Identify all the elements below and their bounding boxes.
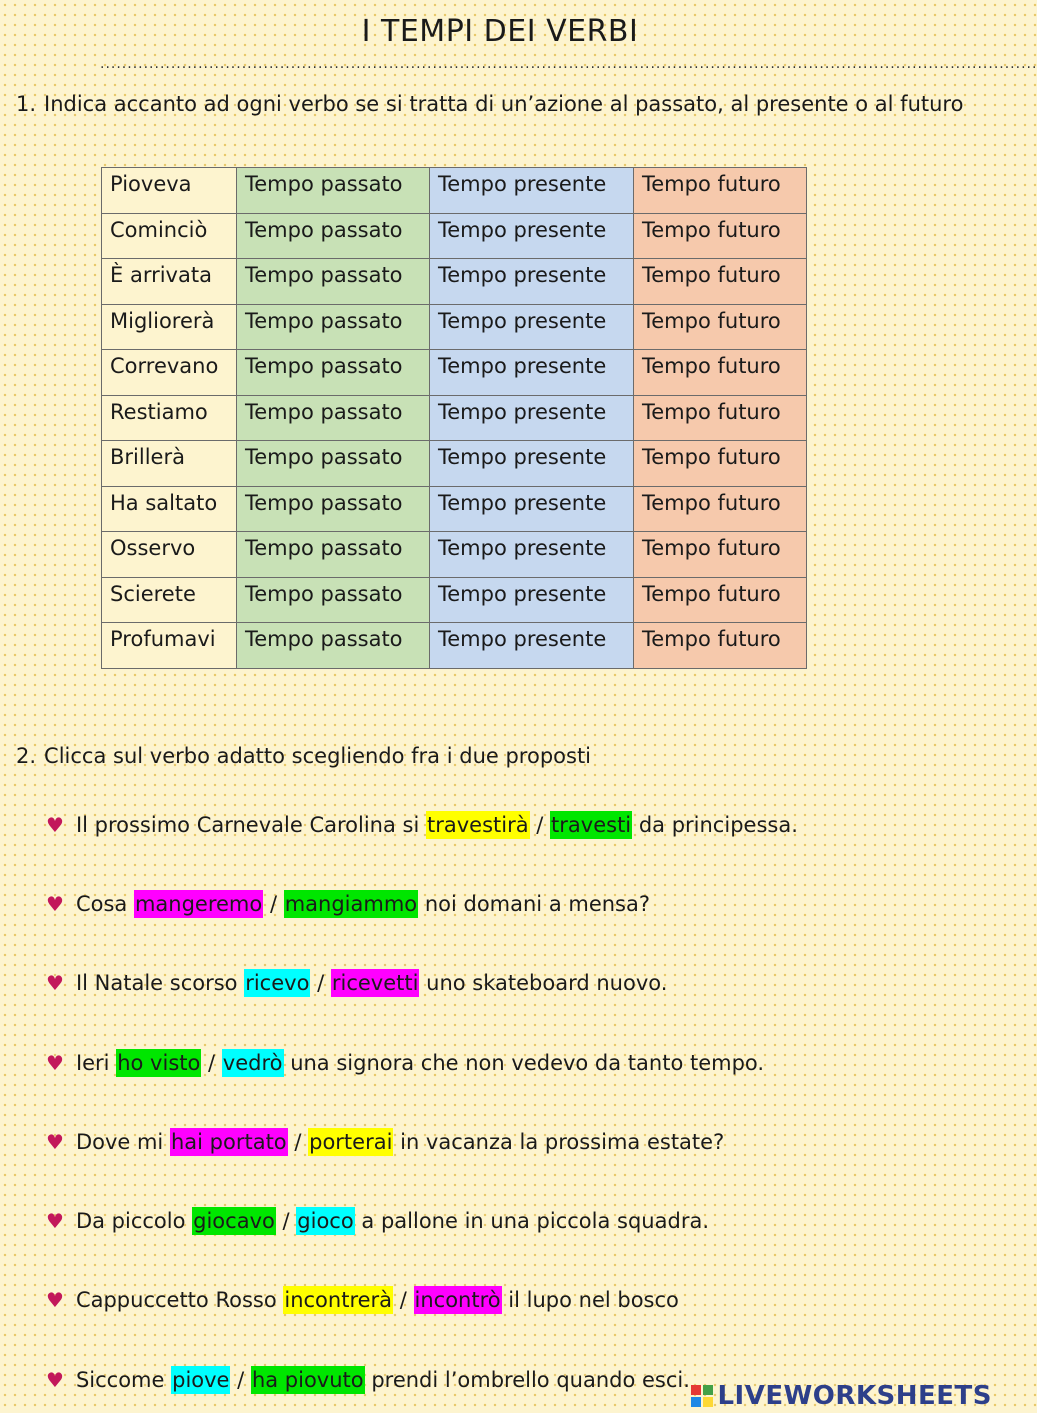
verb-cell: Cominciò (102, 213, 237, 259)
sentence-text-before: Da piccolo (75, 1209, 186, 1233)
heart-icon: ♥ (46, 1209, 64, 1233)
table-row (102, 441, 807, 487)
verb-choice-2[interactable]: mangiammo (284, 892, 418, 916)
option-past[interactable]: Tempo passato (237, 304, 430, 350)
sentence-text-after: da principessa. (638, 813, 798, 837)
choice-separator: / (294, 1130, 302, 1154)
question-1-text: Indica accanto ad ogni verbo se si tratta di un’azione al passato, al presente o al futuro (44, 92, 964, 116)
question-1-number: 1. (16, 92, 37, 116)
heart-icon: ♥ (46, 1368, 64, 1392)
sentence-text-after: noi domani a mensa? (424, 892, 651, 916)
verb-choice-2[interactable]: gioco (297, 1209, 354, 1233)
option-future[interactable]: Tempo futuro (634, 213, 807, 259)
choice-separator: / (399, 1288, 407, 1312)
watermark-text: LIVEWORKSHEETS (717, 1381, 992, 1411)
question-2-number: 2. (16, 744, 37, 768)
verb-cell: Correvano (102, 350, 237, 396)
sentence-item (46, 1125, 724, 1159)
verb-choice-1[interactable]: mangeremo (134, 892, 263, 916)
verb-choice-1[interactable]: giocavo (193, 1209, 275, 1233)
option-present[interactable]: Tempo presente (430, 577, 634, 623)
sentence-text-after: a pallone in una piccola squadra. (361, 1209, 709, 1233)
table-row (102, 486, 807, 532)
option-future[interactable]: Tempo futuro (634, 168, 807, 214)
option-future[interactable]: Tempo futuro (634, 395, 807, 441)
choice-separator: / (282, 1209, 290, 1233)
option-present[interactable]: Tempo presente (430, 168, 634, 214)
sentence-item (46, 1283, 679, 1317)
sentence-text-after: una signora che non vedevo da tanto tempo. (290, 1051, 765, 1075)
option-future[interactable]: Tempo futuro (634, 259, 807, 305)
option-past[interactable]: Tempo passato (237, 259, 430, 305)
verb-choice-2[interactable]: ha piovuto (251, 1368, 364, 1392)
option-past[interactable]: Tempo passato (237, 213, 430, 259)
sentence-text-before: Cappuccetto Rosso (75, 1288, 277, 1312)
option-present[interactable]: Tempo presente (430, 395, 634, 441)
heart-icon: ♥ (46, 813, 64, 837)
choice-separator: / (208, 1051, 216, 1075)
verb-cell: Migliorerà (102, 304, 237, 350)
sentence-item (46, 808, 798, 842)
option-past[interactable]: Tempo passato (237, 441, 430, 487)
heart-icon: ♥ (46, 892, 64, 916)
option-present[interactable]: Tempo presente (430, 441, 634, 487)
verb-choice-2[interactable]: travesti (551, 813, 632, 837)
question-2 (16, 740, 591, 772)
choice-separator: / (536, 813, 544, 837)
option-present[interactable]: Tempo presente (430, 532, 634, 578)
heart-icon: ♥ (46, 1051, 64, 1075)
question-1 (16, 88, 986, 121)
verb-cell: Osservo (102, 532, 237, 578)
table-row (102, 304, 807, 350)
sentence-text-before: Il Natale scorso (75, 971, 238, 995)
verb-choice-2[interactable]: ricevetti (331, 971, 419, 995)
option-future[interactable]: Tempo futuro (634, 623, 807, 669)
sentence-item (46, 1046, 764, 1080)
sentence-item (46, 966, 667, 1000)
option-future[interactable]: Tempo futuro (634, 486, 807, 532)
table-row (102, 532, 807, 578)
verb-choice-1[interactable]: piove (172, 1368, 230, 1392)
verb-choice-1[interactable]: hai portato (170, 1130, 287, 1154)
heart-icon: ♥ (46, 1288, 64, 1312)
verb-choice-2[interactable]: vedrò (222, 1051, 283, 1075)
verb-choice-2[interactable]: incontrò (414, 1288, 501, 1312)
verb-choice-1[interactable]: travestirà (426, 813, 529, 837)
verb-choice-2[interactable]: porterai (309, 1130, 393, 1154)
sentence-text-after: uno skateboard nuovo. (426, 971, 668, 995)
question-2-text: Clicca sul verbo adatto scegliendo fra i due proposti (44, 744, 592, 768)
sentence-text-before: Siccome (75, 1368, 165, 1392)
sentence-text-after: prendi l’ombrello quando esci. (371, 1368, 690, 1392)
option-present[interactable]: Tempo presente (430, 486, 634, 532)
verb-cell: Brillerà (102, 441, 237, 487)
sentence-text-before: Il prossimo Carnevale Carolina si (75, 813, 420, 837)
table-row (102, 168, 807, 214)
verb-cell: Restiamo (102, 395, 237, 441)
dotted-divider: ............................................................................................................................................................................ (100, 56, 1037, 72)
sentence-text-after: in vacanza la prossima estate? (400, 1130, 725, 1154)
verb-cell: Profumavi (102, 623, 237, 669)
table-row (102, 213, 807, 259)
option-present[interactable]: Tempo presente (430, 304, 634, 350)
verb-cell: È arrivata (102, 259, 237, 305)
choice-separator: / (317, 971, 325, 995)
verb-choice-1[interactable]: ho visto (117, 1051, 201, 1075)
verb-tense-table (101, 167, 807, 669)
option-present[interactable]: Tempo presente (430, 213, 634, 259)
option-future[interactable]: Tempo futuro (634, 350, 807, 396)
option-present[interactable]: Tempo presente (430, 623, 634, 669)
option-past[interactable]: Tempo passato (237, 168, 430, 214)
table-row (102, 623, 807, 669)
sentence-text-before: Cosa (75, 892, 128, 916)
table-row (102, 350, 807, 396)
option-future[interactable]: Tempo futuro (634, 304, 807, 350)
sentence-text-before: Dove mi (75, 1130, 164, 1154)
option-future[interactable]: Tempo futuro (634, 532, 807, 578)
table-row (102, 577, 807, 623)
table-row (102, 395, 807, 441)
liveworksheets-logo-icon (691, 1385, 713, 1407)
sentence-text-before: Ieri (75, 1051, 110, 1075)
option-future[interactable]: Tempo futuro (634, 441, 807, 487)
option-past[interactable]: Tempo passato (237, 350, 430, 396)
option-past[interactable]: Tempo passato (237, 532, 430, 578)
option-present[interactable]: Tempo presente (430, 350, 634, 396)
table-row (102, 259, 807, 305)
verb-choice-1[interactable]: incontrerà (284, 1288, 393, 1312)
choice-separator: / (269, 892, 278, 916)
heart-icon: ♥ (46, 1130, 64, 1154)
watermark (691, 1381, 992, 1411)
verb-choice-1[interactable]: ricevo (245, 971, 310, 995)
option-present[interactable]: Tempo presente (430, 259, 634, 305)
option-future[interactable]: Tempo futuro (634, 577, 807, 623)
page-title: I TEMPI DEI VERBI (361, 14, 639, 49)
verb-cell: Ha saltato (102, 486, 237, 532)
option-past[interactable]: Tempo passato (237, 395, 430, 441)
sentence-item (46, 1204, 709, 1238)
verb-cell: Pioveva (102, 168, 237, 214)
option-past[interactable]: Tempo passato (237, 623, 430, 669)
option-past[interactable]: Tempo passato (237, 486, 430, 532)
heart-icon: ♥ (46, 971, 64, 995)
verb-cell: Scierete (102, 577, 237, 623)
choice-separator: / (237, 1368, 245, 1392)
option-past[interactable]: Tempo passato (237, 577, 430, 623)
sentence-item (46, 1363, 690, 1397)
sentence-item (46, 887, 650, 921)
sentence-text-after: il lupo nel bosco (508, 1288, 679, 1312)
